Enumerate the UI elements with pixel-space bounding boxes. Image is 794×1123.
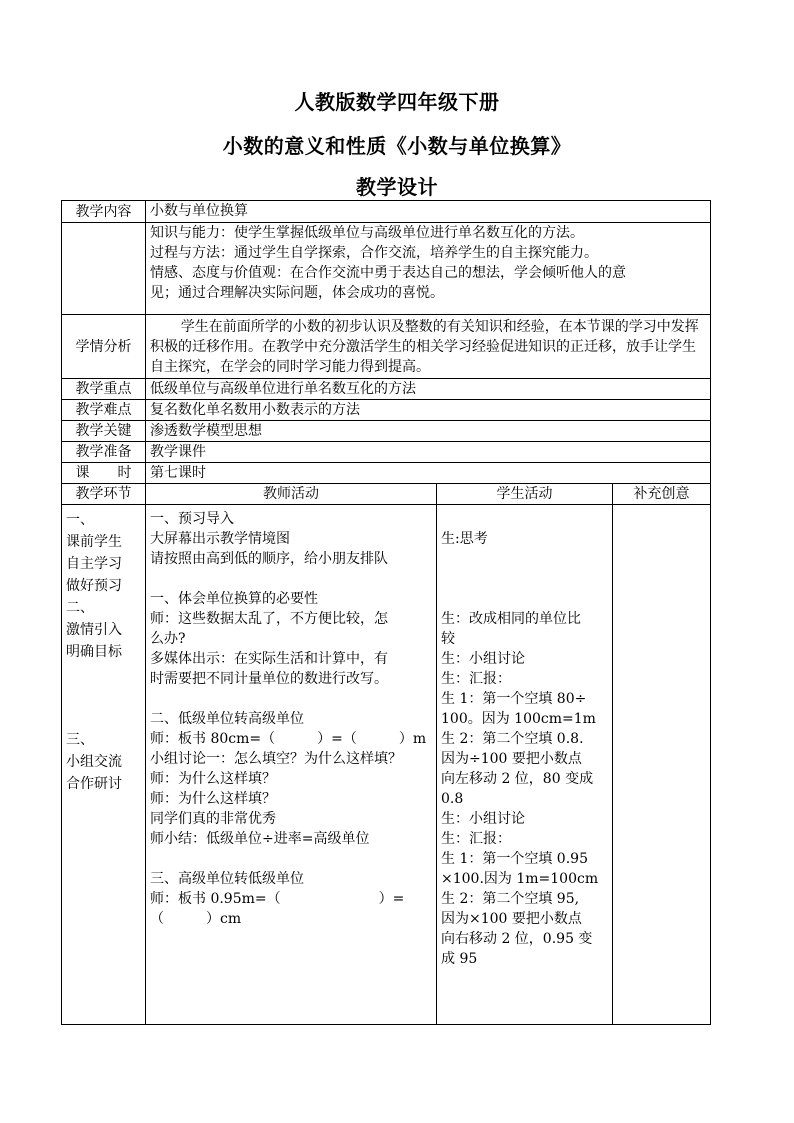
student-line: 生 2：第二个空填 95, (441, 891, 580, 907)
analysis-label: 学情分析 (62, 315, 146, 379)
student-line: ×100.因为 1m=100cm (441, 871, 599, 887)
student-line: 生：小组讨论 (441, 811, 525, 827)
stage-text: 明确目标 (66, 644, 122, 660)
period-label: 课 时 (62, 463, 146, 484)
stage-text: 二、 (66, 600, 94, 616)
teacher-line (150, 569, 432, 589)
student-line: 生 1：第一个空填 80÷ (441, 691, 587, 707)
design-title: 教学设计 (356, 175, 438, 199)
teacher-line: 多媒体出示：在实际生活和计算中，有 (150, 651, 388, 667)
period-value: 第七课时 (146, 463, 711, 484)
content-label: 教学内容 (62, 201, 146, 223)
student-line (441, 509, 608, 529)
teacher-line: 师：这些数据太乱了，不方便比较，怎 (150, 611, 388, 627)
document-title: 人教版数学四年级下册 (294, 90, 500, 114)
teacher-line: 小组讨论一：怎么填空？为什么这样填？ (150, 751, 402, 767)
header-teacher: 教师活动 (146, 484, 437, 505)
student-line: 生：改成相同的单位比 (441, 611, 581, 627)
stage-text: 小组交流 (66, 754, 122, 770)
teacher-line: 么办? (150, 631, 186, 647)
stage-cell (62, 505, 146, 1025)
teacher-line: 同学们真的非常优秀 (150, 811, 276, 827)
teacher-line: （ ）cm (150, 911, 242, 927)
teacher-line: 三、高级单位转低级单位 (150, 871, 304, 887)
prep-value: 教学课件 (146, 442, 711, 463)
student-line: 生：汇报： (441, 671, 511, 687)
teacher-line: 师：为什么这样填？ (150, 791, 276, 807)
stage-text (66, 685, 141, 707)
stage-text: 三、 (66, 732, 94, 748)
teacher-line: 师：板书 0.95m=（ ）= (150, 891, 405, 907)
teacher-line: 一、预习导入 (150, 511, 234, 527)
student-line (441, 589, 608, 609)
extra-ideas-cell (613, 505, 711, 1025)
stage-text: 做好预习 (66, 578, 122, 594)
stage-text: 自主学习 (66, 556, 122, 572)
stage-text: 一、 (66, 512, 94, 528)
student-activity-cell (437, 505, 613, 1025)
teacher-line (150, 849, 432, 869)
stage-text: 合作研讨 (66, 776, 122, 792)
teacher-line (150, 689, 432, 709)
student-line: 0.8 (441, 791, 464, 807)
student-line: 生：汇报： (441, 831, 511, 847)
student-line (441, 569, 608, 589)
crux-value: 渗透数学模型思想 (146, 421, 711, 442)
crux-label: 教学关键 (62, 421, 146, 442)
student-line: 100。因为 100cm=1m (441, 711, 596, 727)
teacher-line: 时需要把不同计量单位的数进行改写。 (150, 671, 388, 687)
student-line: 生:思考 (441, 531, 488, 547)
student-line: 因为÷100 要把小数点 (441, 751, 582, 767)
student-line: 因为×100 要把小数点 (441, 911, 582, 927)
student-line: 向右移动 2 位，0.95 变 (441, 931, 593, 947)
header-stage: 教学环节 (62, 484, 146, 505)
student-line: 向左移动 2 位，80 变成 (441, 771, 594, 787)
prep-label: 教学准备 (62, 442, 146, 463)
difficulty-value: 复名数化单名数用小数表示的方法 (146, 400, 711, 421)
key-label: 教学重点 (62, 379, 146, 400)
teacher-line: 请按照由高到低的顺序，给小朋友排队 (150, 551, 388, 567)
stage-text: 课前学生 (66, 534, 122, 550)
teacher-line: 二、低级单位转高级单位 (150, 711, 304, 727)
difficulty-label: 教学难点 (62, 400, 146, 421)
student-line: 成 95 (441, 951, 478, 967)
student-line (441, 549, 608, 569)
teacher-line: 一、体会单位换算的必要性 (150, 591, 318, 607)
stage-text (66, 707, 141, 729)
stage-text (66, 663, 141, 685)
analysis-text: 学生在前面所学的小数的初步认识及整数的有关知识和经验，在本节课的学习中发挥积极的迁移作用。在教学中充分激活学生的相关学习经验促进知识的正迁移，放手让学生自主探究，在学会的同时学习能力得到提高。 (146, 315, 711, 379)
objective-process: 过程与方法：通过学生自学探索，合作交流，培养学生的自主探究能力。 (150, 245, 598, 261)
objective-attitude: 情感、态度与价值观：在合作交流中勇于表达自己的想法，学会倾听他人的意 (150, 265, 626, 281)
teacher-activity-cell (146, 505, 437, 1025)
key-value: 低级单位与高级单位进行单名数互化的方法 (146, 379, 711, 400)
teacher-line: 大屏幕出示教学情境图 (150, 531, 290, 547)
teacher-line: 师小结：低级单位÷进率=高级单位 (150, 831, 370, 847)
student-line: 生 2：第二个空填 0.8. (441, 731, 584, 747)
header-extra: 补充创意 (613, 484, 711, 505)
header-student: 学生活动 (437, 484, 613, 505)
content-value: 小数与单位换算 (146, 201, 711, 223)
lesson-title: 小数的意义和性质《小数与单位换算》 (222, 134, 572, 158)
lesson-plan-table (61, 200, 711, 1025)
objectives-label-cell (62, 223, 146, 315)
objective-knowledge: 知识与能力：使学生掌握低级单位与高级单位进行单名数互化的方法。 (150, 225, 584, 241)
teacher-line: 师：板书 80cm=（ ）=（ ）m (150, 731, 427, 747)
objective-attitude-cont: 见；通过合理解决实际问题，体会成功的喜悦。 (150, 285, 444, 301)
stage-text: 激情引入 (66, 622, 122, 638)
student-line: 生：小组讨论 (441, 651, 525, 667)
student-line: 较 (441, 631, 455, 647)
objectives-cell (146, 223, 711, 315)
teacher-line: 师：为什么这样填？ (150, 771, 276, 787)
student-line: 生 1：第一个空填 0.95 (441, 851, 588, 867)
